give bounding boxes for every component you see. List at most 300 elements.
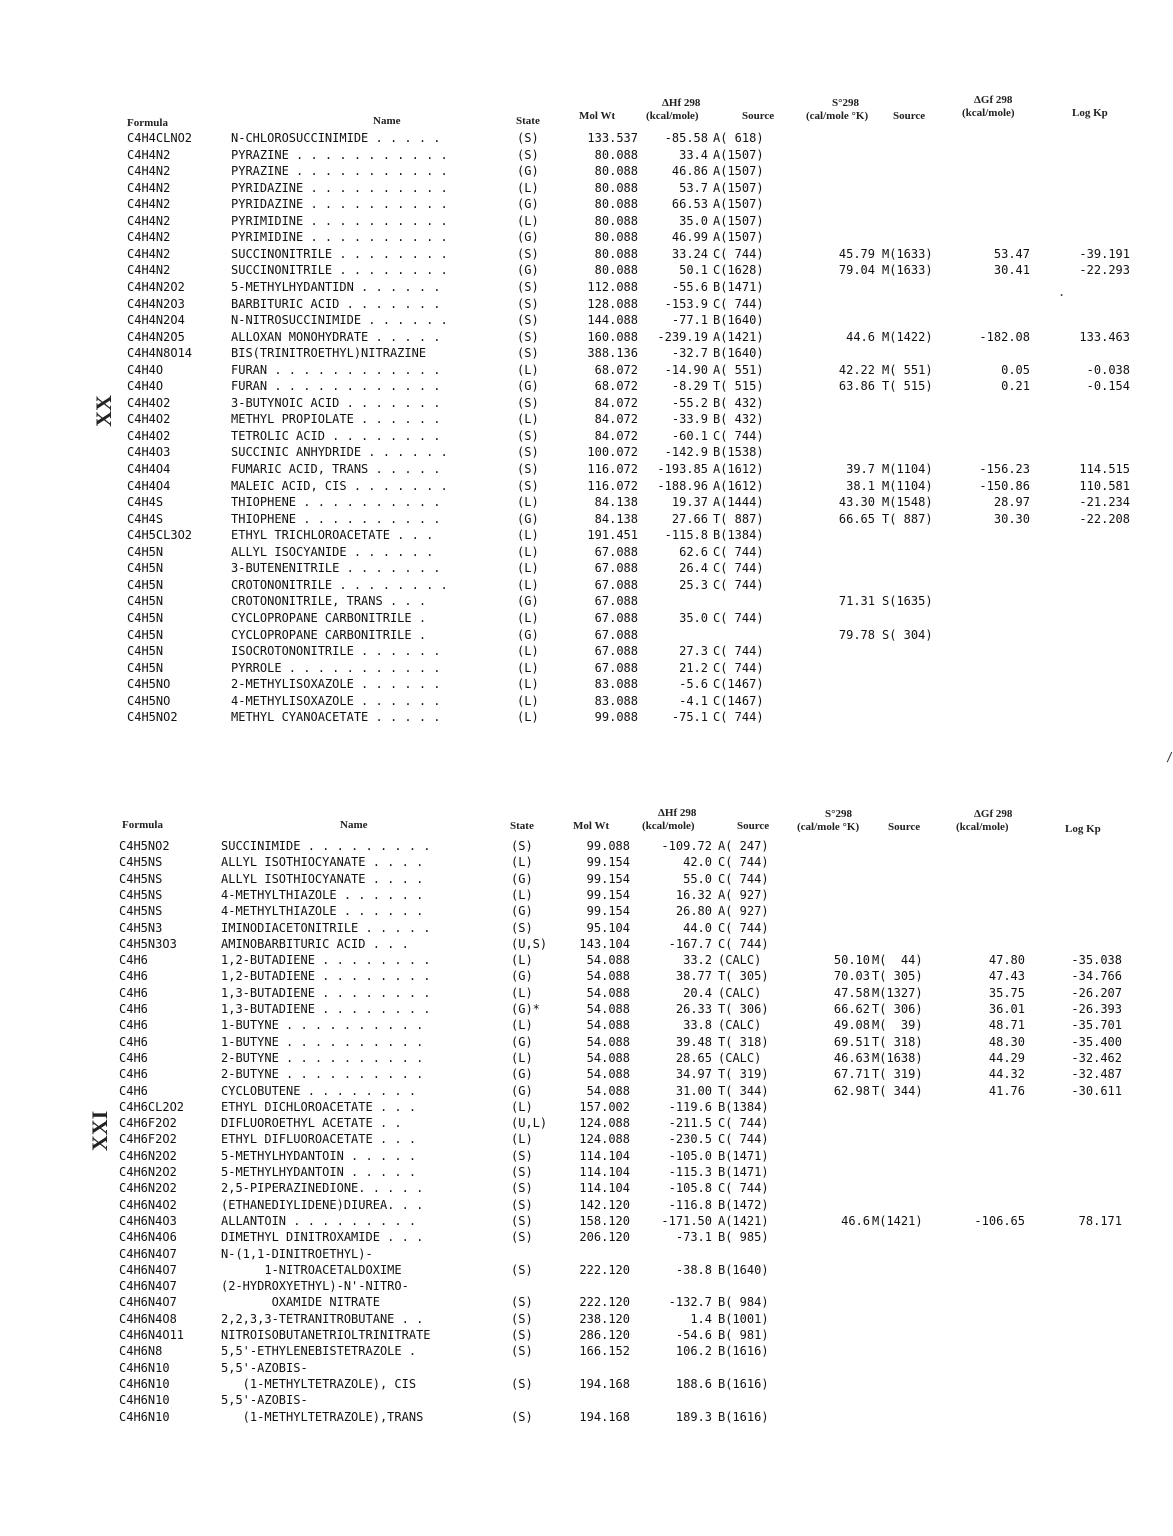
cell-formula: C4H4N2 [127, 263, 171, 278]
cell-source: B( 984) [718, 1295, 769, 1310]
cell-state: (S) [517, 131, 539, 145]
table-row [0, 1392, 1172, 1408]
cell-source: A(1612) [713, 478, 764, 493]
cell-mol-wt: 100.072 [587, 445, 638, 460]
table-row [0, 903, 1172, 919]
cell-source: B( 981) [718, 1328, 769, 1342]
cell-source: C( 744) [713, 610, 764, 625]
cell-source: A(1507) [713, 197, 764, 212]
cell-mol-wt: 114.104 [579, 1148, 630, 1163]
cell-dh: 26.4 [679, 561, 708, 576]
cell-state: (L) [511, 985, 533, 1000]
cell-dh: -55.6 [671, 279, 708, 294]
table-row [0, 871, 1172, 887]
cell-formula: C4H6N2O2 [119, 1148, 177, 1163]
cell-formula: C4H5NS [119, 855, 163, 870]
cell-dh: -188.96 [657, 478, 708, 493]
cell-source-s: M(1633) [882, 263, 933, 278]
cell-dh: 28.65 [675, 1050, 712, 1065]
cell-state: (L) [511, 887, 533, 902]
cell-state: (G) [517, 511, 539, 526]
cell-mol-wt: 160.088 [587, 329, 638, 344]
cell-formula: C4H6N4O7 [119, 1295, 177, 1310]
cell-name: FURAN . . . . . . . . . . . . [231, 379, 441, 394]
cell-mol-wt: 68.072 [594, 362, 638, 377]
cell-formula: C4H4O2 [127, 395, 171, 410]
cell-source-s: M(1104) [882, 462, 933, 476]
cell-name: BIS(TRINITROETHYL)NITRAZINE [231, 346, 427, 361]
cell-state: (S) [517, 279, 539, 294]
cell-mol-wt: 80.088 [594, 213, 638, 228]
cell-name: CYCLOBUTENE . . . . . . . . [221, 1083, 417, 1098]
cell-s: 62.98 [833, 1083, 870, 1098]
cell-mol-wt: 67.088 [594, 644, 638, 659]
cell-name: SUCCINONITRILE . . . . . . . . [231, 246, 448, 261]
cell-formula: C4H6N10 [119, 1409, 170, 1424]
cell-source: A(1421) [713, 329, 764, 344]
cell-dh: 188.6 [675, 1376, 712, 1391]
table-row [0, 1164, 1172, 1180]
cell-dh: -38.8 [675, 1262, 712, 1277]
cell-mol-wt: 133.537 [587, 131, 638, 145]
header-source1: Source [737, 820, 770, 832]
table-row [0, 920, 1172, 936]
cell-name: 4-METHYLTHIAZOLE . . . . . . [221, 887, 424, 902]
cell-dh: -132.7 [668, 1295, 712, 1310]
cell-mol-wt: 80.088 [594, 197, 638, 212]
cell-state: (S) [511, 1328, 533, 1342]
cell-state: (L) [517, 180, 539, 195]
cell-dh: 35.0 [679, 610, 708, 625]
cell-source-s: M( 44) [872, 953, 923, 968]
cell-name: PYRIDAZINE . . . . . . . . . . [231, 197, 448, 212]
cell-mol-wt: 222.120 [579, 1262, 630, 1277]
cell-source: B(1616) [718, 1376, 769, 1391]
table-row [0, 1083, 1172, 1099]
cell-source: C( 744) [713, 644, 764, 659]
header-formula: Formula [122, 819, 163, 831]
header-mol-wt: Mol Wt [573, 820, 610, 832]
cell-dh: -85.58 [664, 131, 708, 145]
cell-name: OXAMIDE NITRATE [221, 1295, 380, 1310]
cell-formula: C4H6N2O2 [119, 1165, 177, 1179]
table-row [0, 1360, 1172, 1376]
cell-formula: C4H5N3O3 [119, 936, 177, 951]
table-row [0, 1197, 1172, 1213]
cell-mol-wt: 222.120 [579, 1295, 630, 1310]
cell-dh: 46.86 [671, 164, 708, 179]
cell-state: (G) [517, 379, 539, 394]
cell-dh: -8.29 [671, 379, 708, 394]
cell-mol-wt: 54.088 [586, 1002, 630, 1016]
cell-state: (S) [517, 462, 539, 476]
cell-formula: C4H4O3 [127, 445, 171, 460]
cell-logkp: -34.766 [1071, 969, 1122, 984]
cell-mol-wt: 124.088 [579, 1116, 630, 1131]
cell-mol-wt: 54.088 [586, 985, 630, 1000]
cell-s: 69.51 [833, 1034, 870, 1049]
cell-state: (S) [517, 313, 539, 328]
cell-mol-wt: 114.104 [579, 1181, 630, 1196]
table-row [0, 1115, 1172, 1131]
table-row [0, 1099, 1172, 1115]
table-row [0, 887, 1172, 903]
cell-state: (L) [517, 528, 539, 543]
cell-mol-wt: 83.088 [594, 677, 638, 692]
cell-state: (S) [517, 346, 539, 361]
cell-dg: 53.47 [993, 246, 1030, 261]
header-name: Name [373, 115, 401, 127]
cell-mol-wt: 80.088 [594, 246, 638, 261]
cell-source: A(1507) [713, 180, 764, 195]
cell-s: 44.6 [846, 329, 875, 344]
cell-dh: -105.0 [668, 1148, 712, 1163]
cell-name: 5,5'-AZOBIS- [221, 1360, 308, 1375]
cell-formula: C4H4O2 [127, 412, 171, 427]
cell-logkp: -35.701 [1071, 1018, 1122, 1033]
cell-formula: C4H4O4 [127, 478, 171, 493]
cell-source: A( 551) [713, 362, 764, 377]
cell-state: (S) [511, 1230, 533, 1245]
cell-name: CYCLOPROPANE CARBONITRILE . [231, 627, 427, 642]
cell-formula: C4H6 [119, 1083, 148, 1098]
cell-formula: C4H4N2 [127, 147, 171, 162]
cell-name: SUCCINONITRILE . . . . . . . . [231, 263, 448, 278]
cell-name: 5,5'-ETHYLENEBISTETRAZOLE . [221, 1344, 417, 1359]
cell-mol-wt: 67.088 [594, 594, 638, 609]
cell-name: 5-METHYLHYDANTIDN . . . . . . [231, 279, 441, 294]
cell-source-s: M(1104) [882, 478, 933, 493]
cell-mol-wt: 80.088 [594, 164, 638, 179]
cell-dg: -156.23 [979, 462, 1030, 476]
cell-source: C( 744) [713, 246, 764, 261]
cell-formula: C4H5NO [127, 693, 171, 708]
cell-mol-wt: 67.088 [594, 627, 638, 642]
header-s: S°298 [832, 97, 860, 109]
cell-source: C( 744) [713, 710, 764, 725]
cell-mol-wt: 388.136 [587, 346, 638, 361]
cell-source-s: S(1635) [882, 594, 933, 609]
cell-mol-wt: 67.088 [594, 610, 638, 625]
cell-s: 39.7 [846, 462, 875, 476]
header-dg: ΔGf 298 [974, 808, 1013, 820]
cell-source: C( 744) [718, 1181, 769, 1196]
cell-mol-wt: 67.088 [594, 544, 638, 559]
cell-formula: C4H6 [119, 985, 148, 1000]
cell-mol-wt: 54.088 [586, 1018, 630, 1033]
cell-mol-wt: 54.088 [586, 1034, 630, 1049]
cell-state: (L) [517, 677, 539, 692]
table-row [0, 1034, 1172, 1050]
cell-mol-wt: 143.104 [579, 936, 630, 951]
cell-source: (CALC) [718, 1018, 762, 1033]
stray-mark: / [1166, 750, 1173, 764]
cell-s: 79.78 [838, 627, 875, 642]
cell-state: (L) [511, 1050, 533, 1065]
cell-logkp: -26.393 [1071, 1002, 1122, 1016]
cell-dh: -153.9 [664, 296, 708, 311]
cell-name: CYCLOPROPANE CARBONITRILE . [231, 610, 427, 625]
cell-dh: -55.2 [671, 395, 708, 410]
cell-name: 2-METHYLISOXAZOLE . . . . . . [231, 677, 441, 692]
table-row [0, 952, 1172, 968]
cell-formula: C4H4CLNO2 [127, 131, 193, 145]
cell-mol-wt: 67.088 [594, 561, 638, 576]
cell-state: (S) [511, 1344, 533, 1359]
cell-source: A(1507) [713, 147, 764, 162]
header-source2: Source [888, 821, 921, 833]
cell-dg: 48.71 [988, 1018, 1025, 1033]
cell-source: C( 744) [713, 577, 764, 592]
header-state: State [510, 820, 534, 832]
cell-s: 43.30 [838, 495, 875, 510]
cell-state: (L) [517, 693, 539, 708]
cell-dh: -230.5 [668, 1132, 712, 1147]
cell-source: T( 306) [718, 1002, 769, 1016]
cell-mol-wt: 166.152 [579, 1344, 630, 1359]
cell-state: (S) [517, 147, 539, 162]
cell-dh: -115.3 [668, 1165, 712, 1179]
cell-source: B(1384) [718, 1099, 769, 1114]
cell-state: (L) [517, 660, 539, 675]
cell-source: T( 319) [718, 1067, 769, 1082]
cell-state: (U,L) [511, 1116, 548, 1131]
cell-mol-wt: 99.154 [586, 904, 630, 919]
cell-mol-wt: 54.088 [586, 1067, 630, 1082]
cell-name: ALLYL ISOCYANIDE . . . . . . [231, 544, 434, 559]
table-row [0, 1066, 1172, 1082]
cell-source: T( 344) [718, 1083, 769, 1098]
cell-name: ALLOXAN MONOHYDRATE . . . . . [231, 329, 441, 344]
cell-logkp: -35.400 [1071, 1034, 1122, 1049]
cell-source: A(1612) [713, 462, 764, 476]
cell-name: ETHYL DIFLUOROACETATE . . . [221, 1132, 417, 1147]
cell-formula: C4H5N [127, 594, 164, 609]
cell-source: C(1467) [713, 677, 764, 692]
cell-source-s: T( 515) [882, 379, 933, 394]
cell-state: (G) [517, 197, 539, 212]
cell-logkp: -21.234 [1079, 495, 1130, 510]
cell-name: BARBITURIC ACID . . . . . . . [231, 296, 441, 311]
cell-source-s: M(1548) [882, 495, 933, 510]
cell-dg: -150.86 [979, 478, 1030, 493]
cell-formula: C4H4N2 [127, 246, 171, 261]
cell-formula: C4H6N4O11 [119, 1328, 185, 1342]
cell-mol-wt: 128.088 [587, 296, 638, 311]
cell-formula: C4H6 [119, 1034, 148, 1049]
cell-dg: 47.80 [988, 953, 1025, 968]
cell-dg: 48.30 [988, 1034, 1025, 1049]
cell-formula: C4H4O [127, 379, 164, 394]
cell-state: (S) [517, 246, 539, 261]
cell-dh: -75.1 [671, 710, 708, 725]
cell-name: FUMARIC ACID, TRANS . . . . . [231, 462, 441, 476]
cell-state: (S) [517, 478, 539, 493]
cell-mol-wt: 80.088 [594, 230, 638, 245]
cell-source: B( 985) [718, 1230, 769, 1245]
cell-state: (S) [517, 329, 539, 344]
cell-source: A( 618) [713, 131, 764, 145]
table-row [0, 1131, 1172, 1147]
cell-formula: C4H5N [127, 544, 164, 559]
cell-mol-wt: 95.104 [586, 920, 630, 935]
cell-source: B(1471) [718, 1148, 769, 1163]
cell-formula: C4H5NS [119, 887, 163, 902]
cell-mol-wt: 54.088 [586, 1050, 630, 1065]
cell-dg: 28.97 [993, 495, 1030, 510]
cell-logkp: -26.207 [1071, 985, 1122, 1000]
cell-mol-wt: 83.088 [594, 693, 638, 708]
cell-name: ALLANTOIN . . . . . . . . . [221, 1213, 417, 1228]
cell-dh: -77.1 [671, 313, 708, 328]
cell-name: ALLYL ISOTHIOCYANATE . . . . [221, 855, 424, 870]
cell-state: (S) [511, 1165, 533, 1179]
cell-name: 4-METHYLISOXAZOLE . . . . . . [231, 693, 441, 708]
cell-source-s: M(1638) [872, 1050, 923, 1065]
cell-source: A( 927) [718, 904, 769, 919]
cell-mol-wt: 80.088 [594, 263, 638, 278]
cell-state: (L) [511, 1018, 533, 1033]
cell-formula: C4H5N [127, 644, 164, 659]
cell-source: (CALC) [718, 953, 762, 968]
cell-mol-wt: 142.120 [579, 1197, 630, 1212]
cell-name: PYRIMIDINE . . . . . . . . . . [231, 213, 448, 228]
cell-formula: C4H6N10 [119, 1376, 170, 1391]
cell-mol-wt: 158.120 [579, 1213, 630, 1228]
cell-s: 71.31 [838, 594, 875, 609]
header-source2: Source [893, 110, 926, 122]
cell-dh: -119.6 [668, 1099, 712, 1114]
cell-formula: C4H5N [127, 561, 164, 576]
cell-formula: C4H6N4O7 [119, 1246, 177, 1261]
cell-source: T( 515) [713, 379, 764, 394]
table-row [0, 1294, 1172, 1310]
cell-name: 1,3-BUTADIENE . . . . . . . . [221, 985, 431, 1000]
cell-dh: 55.0 [683, 871, 712, 886]
header-logkp: Log Kp [1065, 823, 1101, 835]
cell-formula: C4H5N [127, 627, 164, 642]
cell-formula: C4H5NO [127, 677, 171, 692]
cell-s: 46.63 [833, 1050, 870, 1065]
header-dh: ΔHf 298 [662, 97, 701, 109]
header-dg-unit: ΔGf 298 (kcal/mole) [956, 808, 1013, 833]
header-name: Name [340, 819, 368, 831]
cell-state: (G) [517, 230, 539, 245]
table-row [0, 1311, 1172, 1327]
cell-mol-wt: 238.120 [579, 1311, 630, 1326]
header-s-unit: S°298 (cal/mole °K) [797, 808, 860, 833]
cell-state: (S) [511, 1148, 533, 1163]
cell-formula: C4H5NO2 [119, 839, 170, 853]
cell-dh: 42.0 [683, 855, 712, 870]
cell-dh: -167.7 [668, 936, 712, 951]
cell-dh: 50.1 [679, 263, 708, 278]
cell-logkp: -30.611 [1071, 1083, 1122, 1098]
header-source1: Source [742, 110, 775, 122]
cell-formula: C4H5N [127, 660, 164, 675]
cell-source: C( 744) [718, 936, 769, 951]
cell-name: 1-NITROACETALDOXIME [221, 1262, 402, 1277]
cell-source: (CALC) [718, 985, 762, 1000]
cell-name: ISOCROTONONITRILE . . . . . . [231, 644, 441, 659]
cell-formula: C4H6N4O7 [119, 1262, 177, 1277]
cell-source: C( 744) [713, 544, 764, 559]
cell-mol-wt: 54.088 [586, 969, 630, 984]
header-dg: ΔGf 298 [974, 94, 1013, 106]
cell-mol-wt: 67.088 [594, 577, 638, 592]
cell-dh: 26.33 [675, 1002, 712, 1016]
cell-source: T( 318) [718, 1034, 769, 1049]
cell-name: PYRIMIDINE . . . . . . . . . . [231, 230, 448, 245]
cell-logkp: -0.154 [1086, 379, 1130, 394]
table-row [0, 1148, 1172, 1164]
table-row [0, 1278, 1172, 1294]
cell-mol-wt: 54.088 [586, 953, 630, 968]
cell-source-s: M( 551) [882, 362, 933, 377]
header-logkp: Log Kp [1072, 107, 1108, 119]
cell-source: C( 744) [713, 296, 764, 311]
cell-logkp: -35.038 [1071, 953, 1122, 968]
table-row [0, 1180, 1172, 1196]
header-dg-unit: ΔGf 298 (kcal/mole) [962, 94, 1015, 119]
cell-dh: 39.48 [675, 1034, 712, 1049]
cell-formula: C4H5NO2 [127, 710, 178, 725]
cell-formula: C4H6F2O2 [119, 1132, 177, 1147]
cell-s: 70.03 [833, 969, 870, 984]
cell-mol-wt: 124.088 [579, 1132, 630, 1147]
cell-source: A(1507) [713, 230, 764, 245]
cell-state: (S) [511, 1376, 533, 1391]
cell-name: METHYL CYANOACETATE . . . . . [231, 710, 441, 725]
cell-name: 2,2,3,3-TETRANITROBUTANE . . [221, 1311, 424, 1326]
cell-mol-wt: 68.072 [594, 379, 638, 394]
cell-dg: 35.75 [988, 985, 1025, 1000]
table-row [0, 838, 1172, 854]
cell-dh: 44.0 [683, 920, 712, 935]
cell-dh: -193.85 [657, 462, 708, 476]
cell-source: B(1640) [718, 1262, 769, 1277]
cell-s: 38.1 [846, 478, 875, 493]
cell-s: 67.71 [833, 1067, 870, 1082]
cell-source: A(1507) [713, 213, 764, 228]
cell-dh: -5.6 [679, 677, 708, 692]
cell-dg: 36.01 [988, 1002, 1025, 1016]
cell-name: 2,5-PIPERAZINEDIONE. . . . . [221, 1181, 424, 1196]
cell-dg: 44.32 [988, 1067, 1025, 1082]
cell-source: B( 432) [713, 395, 764, 410]
table-row [0, 1017, 1172, 1033]
cell-name: ALLYL ISOTHIOCYANATE . . . . [221, 871, 424, 886]
cell-dh: -116.8 [668, 1197, 712, 1212]
cell-name: 4-METHYLTHIAZOLE . . . . . . [221, 904, 424, 919]
cell-source: C( 744) [718, 855, 769, 870]
cell-state: (S) [511, 1409, 533, 1424]
cell-formula: C4H4N2 [127, 213, 171, 228]
cell-formula: C4H5CL3O2 [127, 528, 193, 543]
cell-source-s: T( 344) [872, 1083, 923, 1098]
cell-name: THIOPHENE . . . . . . . . . . [231, 495, 441, 510]
cell-name: (1-METHYLTETRAZOLE), CIS [221, 1376, 417, 1391]
cell-formula: C4H5N3 [119, 920, 163, 935]
cell-state: (L) [511, 953, 533, 968]
cell-logkp: 133.463 [1079, 329, 1130, 344]
table-row [0, 936, 1172, 952]
cell-state: (G) [517, 164, 539, 179]
cell-formula: C4H4N8O14 [127, 346, 193, 361]
cell-source: A( 247) [718, 839, 769, 853]
cell-state: (L) [517, 362, 539, 377]
cell-mol-wt: 84.072 [594, 395, 638, 410]
